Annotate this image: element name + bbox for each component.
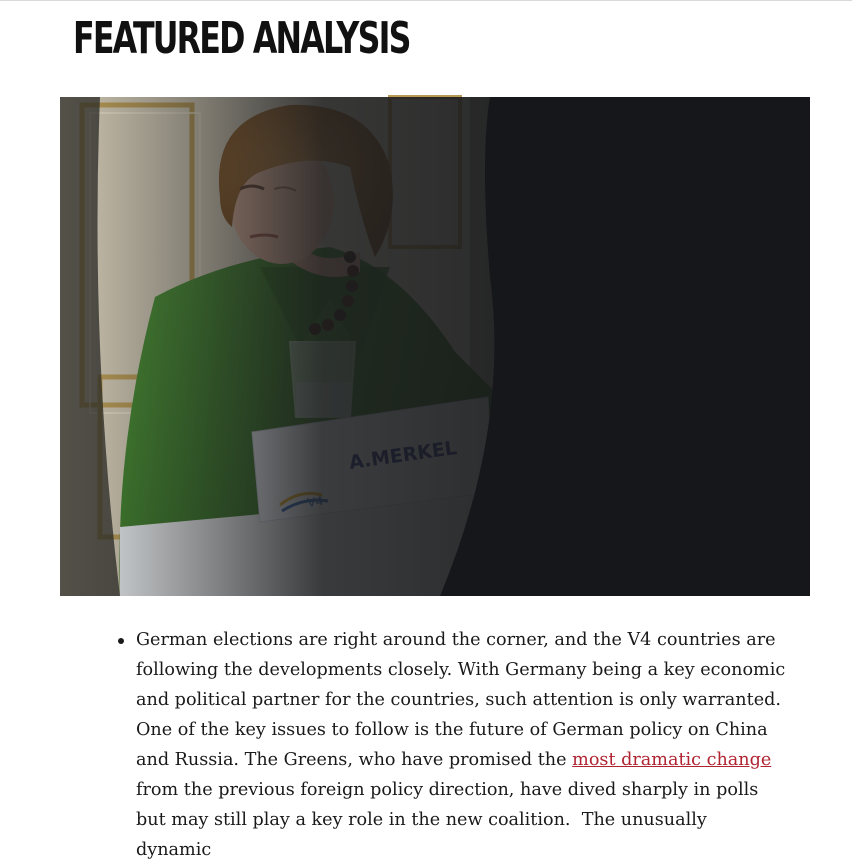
featured-image[interactable] [60, 97, 810, 596]
section-heading: FEATURED ANALYSIS [73, 13, 410, 64]
list-item [136, 625, 786, 865]
most-dramatic-change-link[interactable]: most dramatic change [572, 750, 772, 770]
bullet-text-after: from the previous foreign policy direction, have dived sharply in polls but may still play a key role in the new coalition. The unusually dynamic [136, 780, 759, 860]
bullet-text-before: German elections are right around the corner, and the V4 countries are following the developments closely. With Germany being a key economic and political partner for the countries, such attention is only warranted. One of the key issues to follow is the future of German policy on China and Russia. The Greens, who have promised the [136, 630, 786, 770]
foreground-shadow [440, 97, 810, 596]
article-content [0, 625, 852, 865]
bullet-list [0, 625, 786, 865]
